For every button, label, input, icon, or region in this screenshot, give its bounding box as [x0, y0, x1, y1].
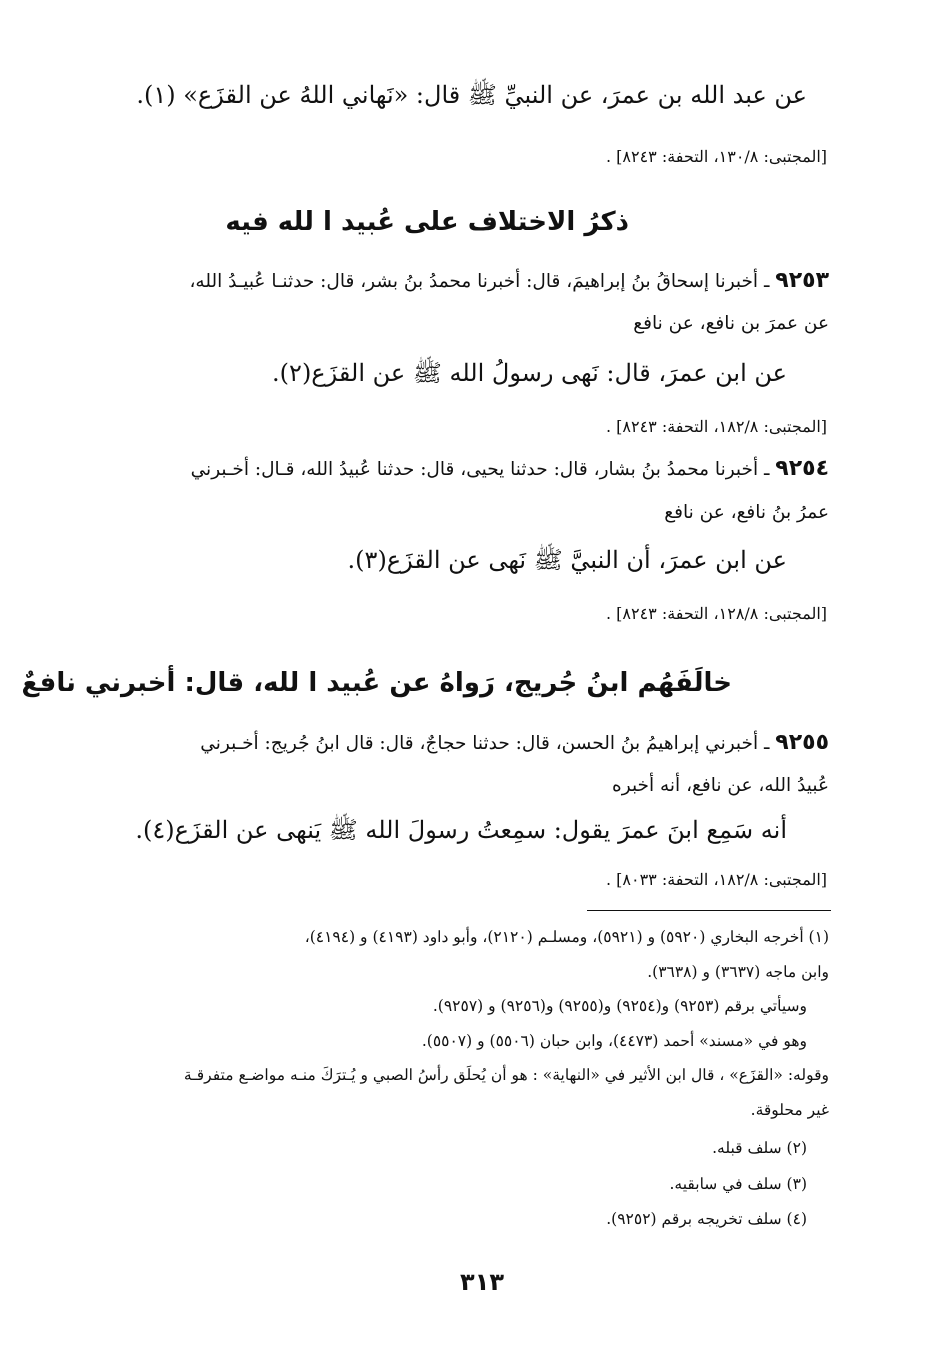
footnote-1-line-2: وابن ماجه (٣٦٣٧) و (٣٦٣٨). — [647, 963, 829, 981]
hadith-9255-reference: [المجتبى: ١٨٢/٨، التحفة: ٨٠٣٣] . — [605, 870, 827, 889]
hadith-number-9255: ٩٢٥٥ — [775, 730, 829, 755]
hadith-9255-isnad-line-2: عُبيدُ الله، عن نافع، أنه أخبره — [612, 775, 829, 796]
hadith-9253-reference: [المجتبى: ١٨٢/٨، التحفة: ٨٢٤٣] . — [605, 417, 827, 436]
hadith-number-9253: ٩٢٥٣ — [775, 268, 829, 293]
hadith-9254-isnad-line-2: عمرُ بنُ نافع، عن نافع — [664, 502, 829, 523]
hadith-9254-isnad-text-1: ـ أخبرنا محمدُ بنُ بشار، قال: حدثنا يحيى، قال: حدثنا عُبيدُ الله، قـال: أخـبرني — [190, 459, 770, 480]
footnote-1-line-1: (١) أخرجه البخاري (٥٩٢٠) و (٥٩٢١)، ومسلـم (٢١٢٠)، وأبو داود (٤١٩٣) و (٤١٩٤)، — [304, 928, 829, 946]
hadith-9252-reference: [المجتبى: ١٣٠/٨، التحفة: ٨٢٤٣] . — [605, 147, 827, 166]
footnote-separator — [587, 910, 831, 911]
section-heading-1: ذكرُ الاختلاف على عُبيد ا لله فيه — [225, 207, 629, 237]
hadith-number-9254: ٩٢٥٤ — [775, 456, 829, 481]
footnote-1-line-3: وسيأتي برقم (٩٢٥٣) و(٩٢٥٤) و(٩٢٥٥) و(٩٢٥٦) و (٩٢٥٧). — [432, 997, 807, 1015]
hadith-9255-matn: أنه سَمِع ابنَ عمرَ يقول: سمِعتُ رسولَ الله ﷺ يَنهى عن القزَع(٤). — [135, 816, 787, 844]
hadith-9252-matn: عن عبد الله بن عمرَ، عن النبيِّ ﷺ قال: «نَهاني اللهُ عن القزَع» (١). — [136, 81, 807, 109]
footnote-1-line-5: وقوله: «القزَع» ، قال ابن الأثير في «النهاية» : هو أن يُحلَق رأسُ الصبي و يُـترَكَ منـه مواضـع متفرقـة — [183, 1066, 829, 1084]
hadith-9255-isnad-line-1 — [200, 730, 829, 755]
page-number: ٣١٣ — [460, 1268, 504, 1296]
footnote-1-line-6: غير محلوقة. — [750, 1101, 829, 1119]
section-heading-2: خالَفَهُم ابنُ جُريج، رَواهُ عن عُبيد ا لله، قال: أخبرني نافعٌ — [21, 668, 732, 698]
hadith-9254-matn: عن ابن عمرَ، أن النبيَّ ﷺ نَهى عن القزَع(٣). — [347, 546, 787, 574]
footnote-4: (٤) سلف تخريجه برقم (٩٢٥٢). — [606, 1210, 807, 1228]
hadith-9253-isnad-text-1: ـ أخبرنا إسحاقُ بنُ إبراهيمَ، قال: أخبرنا محمدُ بنُ بشر، قال: حدثنـا عُبيـدُ الله، — [189, 271, 770, 292]
footnote-3: (٣) سلف في سابقيه. — [669, 1175, 807, 1193]
hadith-9253-matn: عن ابن عمرَ، قال: نَهى رسولُ الله ﷺ عن القزَع(٢). — [272, 359, 787, 387]
hadith-9254-isnad-line-1 — [191, 456, 829, 481]
footnote-1-line-4: وهو في «مسند» أحمد (٤٤٧٣)، وابن حبان (٥٥٠٦) و (٥٥٠٧). — [421, 1032, 807, 1050]
hadith-9254-reference: [المجتبى: ١٢٨/٨، التحفة: ٨٢٤٣] . — [605, 604, 827, 623]
hadith-9253-isnad-line-2: عن عمرَ بن نافع، عن نافع — [633, 313, 829, 334]
hadith-9255-isnad-text-1: ـ أخبرني إبراهيمُ بنُ الحسن، قال: حدثنا حجاجٌ، قال: قال ابنُ جُريج: أخـبرني — [200, 733, 770, 754]
hadith-9253-isnad-line-1 — [189, 268, 829, 293]
footnote-2: (٢) سلف قبله. — [712, 1139, 807, 1157]
